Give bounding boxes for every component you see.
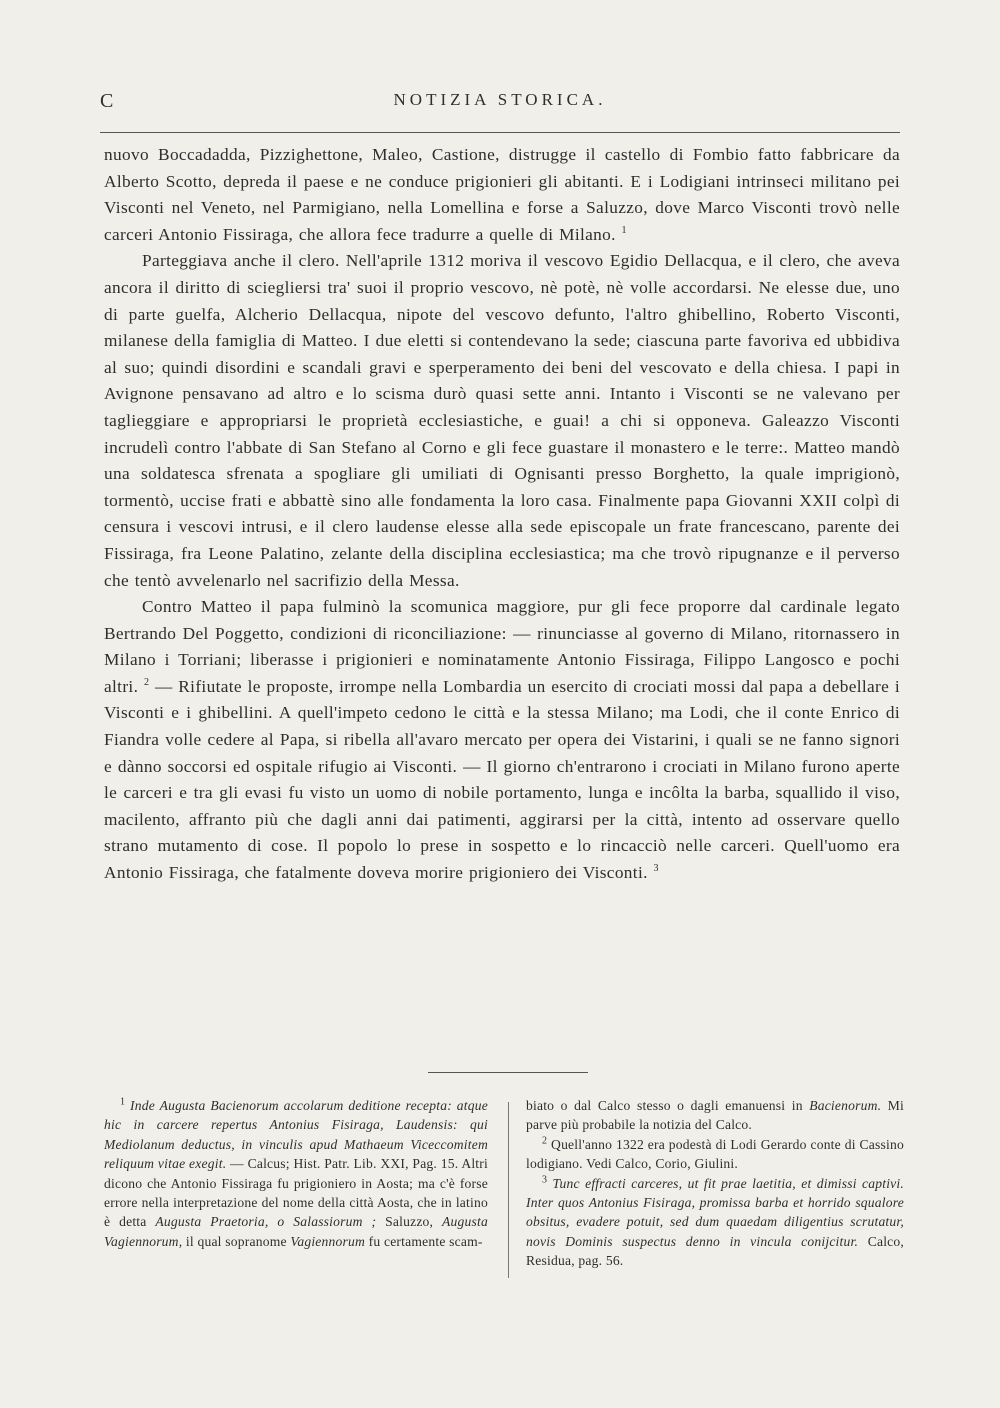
footnote-column-divider bbox=[508, 1102, 509, 1278]
paragraph-3: Contro Matteo il papa fulminò la scomunica maggiore, pur gli fece proporre dal cardinale legato Bertrando Del Poggetto, condizioni di riconciliazione: — rinunciasse al governo di Milano, ritornassero in Milano i Torriani; liberasse i prigionieri e nominatamente Antonio Fissiraga, Filippo Langosco e pochi altri. $^2$ — Rifiutate le proposte, irrompe nella Lombardia un esercito di crociati mossi dal papa a debellare i Visconti e i ghibellini. A quell'impeto cedono le città e la stessa Milano; ma Lodi, che il conte Enrico di Fiandra volle cedere al Papa, si ribella all'avaro mercato per opera dei Vistarini, i quali se ne fanno signori e dànno soccorsi ed ospitale rifugio ai Visconti. — Il giorno ch'entrarono i crociati in Milano furono aperte le carceri e tra gli evasi fu visto un uomo di nobile portamento, lunga e incôlta la barba, squallido il viso, macilento, affranto più che dagli anni dai patimenti, aggirarsi per la città, intento ad osservare quello strano mutamento di cose. Il popolo lo prese in sospetto e lo rincacciò nelle carceri. Quell'uomo era Antonio Fissiraga, che fatalmente doveva morire prigioniero dei Visconti. $^3$ bbox=[104, 597, 900, 883]
running-title: NOTIZIA STORICA. bbox=[393, 90, 607, 109]
header-rule bbox=[100, 132, 900, 133]
footnote-column-right bbox=[526, 1096, 904, 1271]
footnote-rule bbox=[428, 1072, 588, 1073]
footnote-1: $^1$ Inde Augusta Bacienorum accolarum deditione recepta: atque hic in carcere repertus Antonius Fisiraga, Laudensis: qui Mediolanum deductus, in vinculis apud Mathaeum Viceccomitem reliquum vitae exegit. — Calcus; Hist. Patr. Lib. XXI, Pag. 15. Altri dicono che Antonio Fissiraga fu prigioniero in Aosta; ma c'è forse errore nella interpretazione del nome della città Aosta, che in latino è detta Augusta Praetoria, o Salassiorum ; Saluzzo, Augusta Vagiennorum, il qual sopranome Vagiennorum fu certamente scam- bbox=[104, 1096, 488, 1249]
footnote-3: $^3$ Tunc effracti carceres, ut fit prae laetitia, et dimissi captivi. Inter quos Antonius Fisiraga, promissa barba et horrido squalore obsitus, evadere potuit, sed dum quaedam diligentius scrutatur, novis Dominis suspectus denno in vincula conijcitur. Calco, Residua, pag. 56. bbox=[526, 1174, 904, 1269]
footnote-ref-1[interactable]: 1 bbox=[621, 225, 627, 237]
paragraph-1: nuovo Boccadadda, Pizzighettone, Maleo, Castione, distrugge il castello di Fombio fatto fabbricare da Alberto Scotto, depreda il paese e ne conduce prigionieri gli abitanti. E i Lodigiani intrinseci militano pei Visconti nel Veneto, nel Parmigiano, nella Lomellina e forse a Saluzzo, dove Marco Visconti trovò nelle carceri Antonio Fissiraga, che allora fece tradurre a quelle di Milano. $^1$ bbox=[104, 145, 900, 244]
footnote-column-left bbox=[104, 1096, 488, 1251]
page-header bbox=[100, 90, 900, 116]
main-text bbox=[104, 142, 900, 887]
paragraph-2: Parteggiava anche il clero. Nell'aprile 1312 moriva il vescovo Egidio Dellacqua, e il clero, che aveva ancora il diritto di sciegliersi tra' suoi il proprio vescovo, nè potè, nè volle accordarsi. Ne elesse due, uno di parte guelfa, Alcherio Dellacqua, nipote del vescovo defunto, l'altro ghibellino, Roberto Visconti, milanese della famiglia di Matteo. I due eletti si contendevano la sede; ciascuna parte favoriva ed ubbidiva al suo; quindi disordini e scandali gravi e sperperamento dei beni del vescovato e della chiesa. I papi in Avignone pensavano ad altro e lo scisma durò quasi sette anni. Intanto i Visconti se ne valevano per taglieggiare e appropriarsi le proprietà ecclesiastiche, e guai! a chi si opponeva. Galeazzo Visconti incrudelì contro l'abbate di San Stefano al Corno e gli fece guastare il monastero e le terre:. Matteo mandò una soldatesca sfrenata a spogliare gli umiliati di Ognisanti presso Borghetto, la quale imprigionò, tormentò, uccise frati e abbattè sino alle fondamenta la loro casa. Finalmente papa Giovanni XXII colpì di censura i vescovi intrusi, e il clero laudense elesse alla sede episcopale un frate francescano, parente dei Fissiraga, fra Leone Palatino, zelante della disciplina ecclesiastica; ma che trovò ripugnanze e il perverso che tentò avvelenarlo nel sacrifizio della Messa. bbox=[104, 251, 900, 590]
footnote-ref-2[interactable]: 2 bbox=[143, 677, 150, 689]
footnote-2: $^2$ Quell'anno 1322 era podestà di Lodi Gerardo conte di Cassino lodigiano. Vedi Calco, Corio, Giulini. bbox=[526, 1135, 904, 1172]
footnote-ref-3[interactable]: 3 bbox=[653, 863, 659, 875]
footnote-1-continued: biato o dal Calco stesso o dagli emanuensi in Bacienorum. Mi parve più probabile la notizia del Calco. bbox=[526, 1098, 904, 1133]
footnotes bbox=[104, 1096, 904, 1326]
page-number: C bbox=[100, 90, 115, 112]
